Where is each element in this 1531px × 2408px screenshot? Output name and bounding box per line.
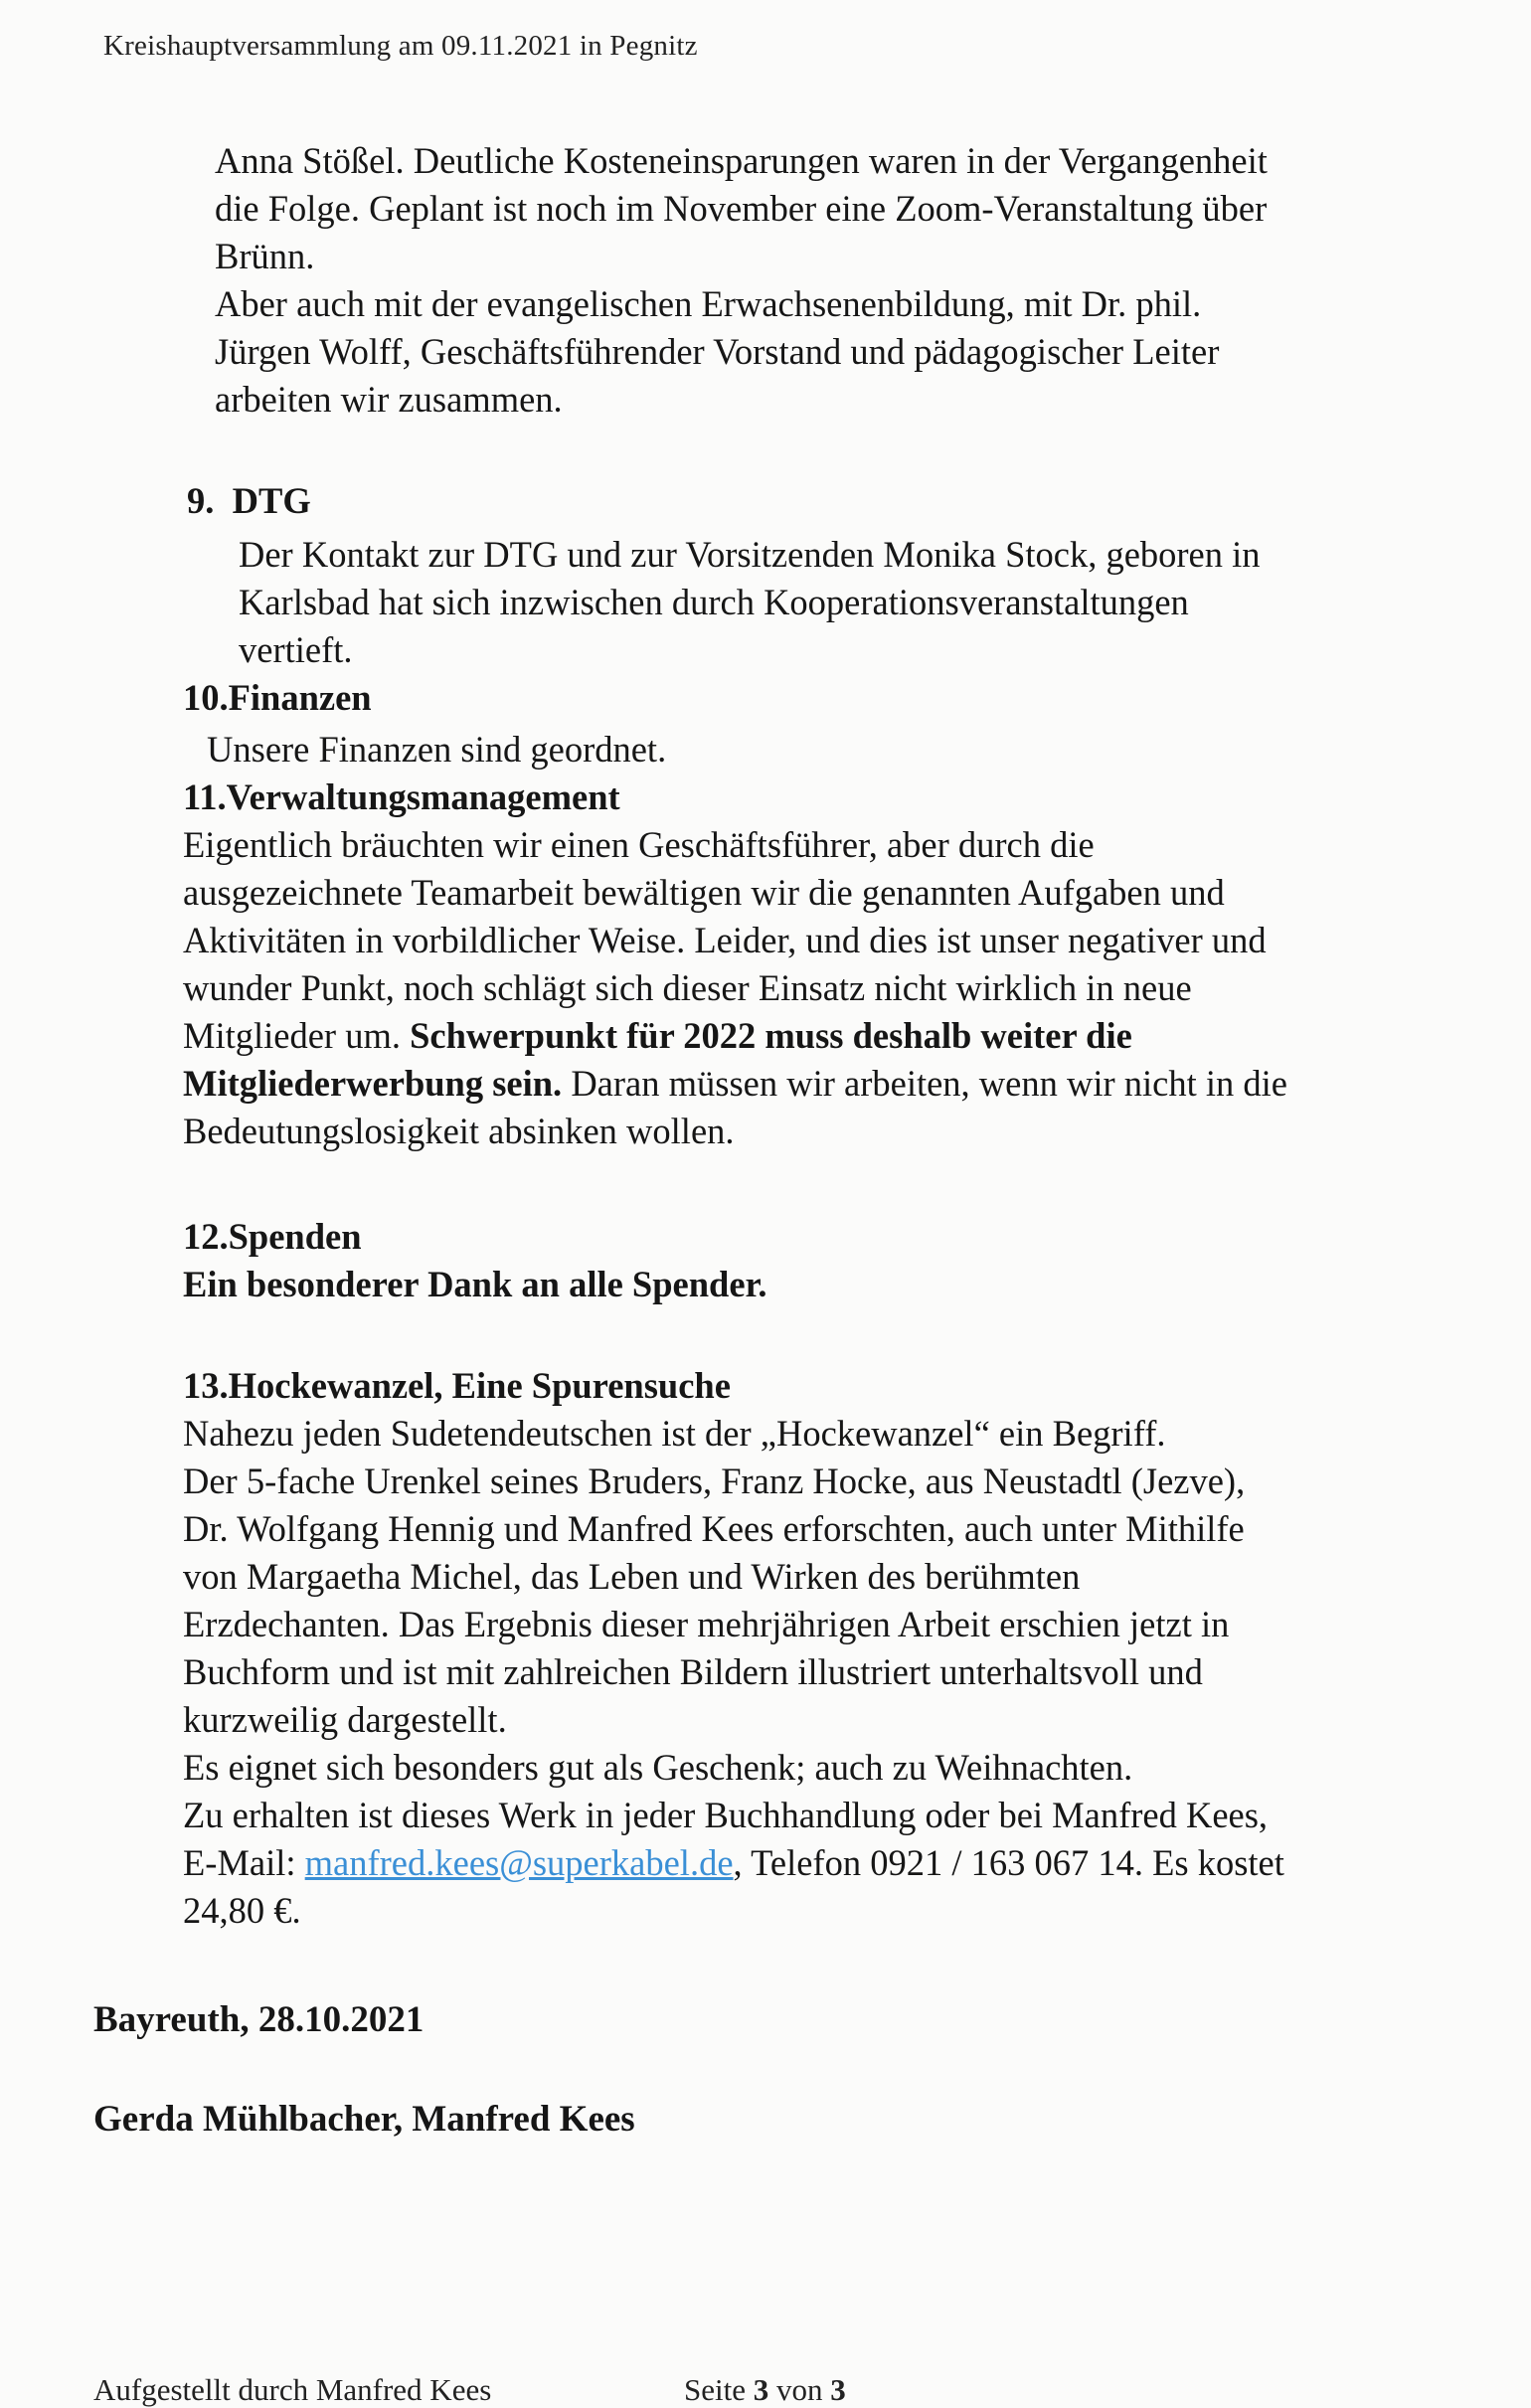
email-link[interactable]: manfred.kees@superkabel.de	[304, 1842, 734, 1883]
footer-author: Aufgestellt durch Manfred Kees	[93, 2372, 492, 2407]
emphasis-text: Schwerpunkt für 2022 muss deshalb weiter die	[410, 1015, 1132, 1056]
page-number	[684, 2372, 846, 2408]
emphasis-text: Mitgliederwerbung sein.	[183, 1063, 563, 1104]
section-spenden	[183, 1213, 767, 1308]
text-line: von Margaetha Michel, das Leben und Wirken des berühmten	[183, 1556, 1081, 1597]
section-heading: 9. DTG	[187, 480, 311, 521]
section-dtg-body	[239, 531, 1261, 674]
section-heading: 12.Spenden	[183, 1216, 362, 1257]
text-line: Aber auch mit der evangelischen Erwachsenenbildung, mit Dr. phil.	[215, 283, 1202, 324]
text-line: 24,80 €.	[183, 1890, 301, 1931]
text-run: Mitglieder um.	[183, 1015, 411, 1056]
text-line: Nahezu jeden Sudetendeutschen ist der „Hockewanzel“ ein Begriff.	[183, 1413, 1166, 1454]
text-line: die Folge. Geplant ist noch im November eine Zoom-Veranstaltung über	[215, 188, 1268, 229]
text-line: Dr. Wolfgang Hennig und Manfred Kees erforschten, auch unter Mithilfe	[183, 1508, 1245, 1549]
text-line: ausgezeichnete Teamarbeit bewältigen wir die genannten Aufgaben und	[183, 872, 1225, 913]
text-line: Jürgen Wolff, Geschäftsführender Vorstand und pädagogischer Leiter	[215, 331, 1220, 372]
text-line: Buchform und ist mit zahlreichen Bildern illustriert unterhaltsvoll und	[183, 1651, 1203, 1692]
text-line	[183, 1060, 1287, 1108]
text-line: Unsere Finanzen sind geordnet.	[207, 729, 667, 770]
text-line: Der Kontakt zur DTG und zur Vorsitzenden Monika Stock, geboren in	[239, 534, 1261, 575]
text-line	[183, 1839, 1284, 1887]
section-hockewanzel	[183, 1362, 1284, 1935]
current-page: 3	[753, 2372, 769, 2407]
text-line: Karlsbad hat sich inzwischen durch Kooperationsveranstaltungen	[239, 582, 1189, 622]
text-line: Erzdechanten. Das Ergebnis dieser mehrjährigen Arbeit erschien jetzt in	[183, 1604, 1230, 1644]
section-dtg	[187, 477, 311, 525]
text-line: wunder Punkt, noch schlägt sich dieser Einsatz nicht wirklich in neue	[183, 967, 1192, 1008]
text-line: kurzweilig dargestellt.	[183, 1699, 507, 1740]
section-verwaltung	[183, 774, 1287, 1155]
text-line: Bedeutungslosigkeit absinken wollen.	[183, 1111, 735, 1151]
text-line: vertieft.	[239, 629, 353, 670]
text-line: Es eignet sich besonders gut als Geschenk; auch zu Weihnachten.	[183, 1747, 1133, 1788]
section-heading: 10.Finanzen	[183, 677, 372, 718]
text-line: Zu erhalten ist dieses Werk in jeder Buchhandlung oder bei Manfred Kees,	[183, 1795, 1269, 1835]
intro-paragraph	[215, 137, 1268, 424]
text-line: Eigentlich bräuchten wir einen Geschäftsführer, aber durch die	[183, 824, 1095, 865]
text-run: von	[768, 2372, 831, 2407]
section-finanzen	[183, 674, 372, 722]
text-line: Der 5-fache Urenkel seines Bruders, Franz Hocke, aus Neustadtl (Jezve),	[183, 1461, 1246, 1501]
section-finanzen-body	[207, 726, 666, 774]
thanks-line: Ein besonderer Dank an alle Spender.	[183, 1264, 767, 1304]
text-line: Aktivitäten in vorbildlicher Weise. Leider, und dies ist unser negativer und	[183, 920, 1267, 960]
text-line: Anna Stößel. Deutliche Kosteneinsparungen waren in der Vergangenheit	[215, 140, 1268, 181]
section-heading: 13.Hockewanzel, Eine Spurensuche	[183, 1365, 731, 1406]
text-line	[183, 1012, 1287, 1060]
total-pages: 3	[830, 2372, 846, 2407]
text-run: Seite	[684, 2372, 754, 2407]
signatories: Gerda Mühlbacher, Manfred Kees	[93, 2099, 635, 2140]
text-line: arbeiten wir zusammen.	[215, 379, 563, 420]
page-header: Kreishauptversammlung am 09.11.2021 in Pegnitz	[103, 30, 698, 62]
section-heading: 11.Verwaltungsmanagement	[183, 776, 620, 817]
place-date: Bayreuth, 28.10.2021	[93, 1999, 425, 2040]
text-run: Daran müssen wir arbeiten, wenn wir nicht in die	[562, 1063, 1287, 1104]
text-run: E-Mail:	[183, 1842, 305, 1883]
text-run: , Telefon 0921 / 163 067 14. Es kostet	[733, 1842, 1284, 1883]
text-line: Brünn.	[215, 236, 315, 276]
